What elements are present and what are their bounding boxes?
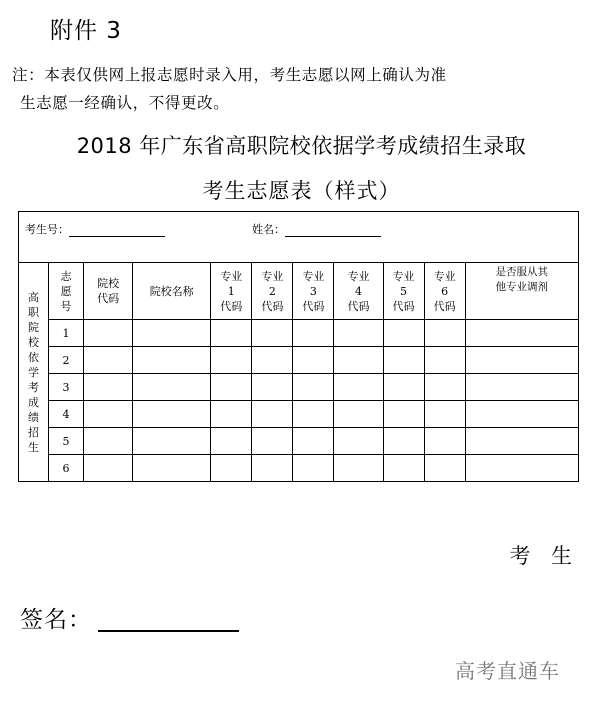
school-name-cell[interactable] <box>133 428 211 455</box>
name-label: 姓名： <box>252 223 285 236</box>
attachment-label: 附件 3 <box>50 18 122 44</box>
table-row <box>19 374 579 401</box>
adjust-header <box>465 263 578 320</box>
signature-label: 签名： <box>20 607 92 633</box>
table-row <box>19 428 579 455</box>
major-code-cell[interactable] <box>383 374 424 401</box>
major-header-text: 代码 <box>433 299 456 313</box>
school-code-header-text: 代码 <box>97 292 120 305</box>
major-code-cell[interactable] <box>383 428 424 455</box>
major-header-text: 专业 <box>261 269 284 283</box>
school-name-cell[interactable] <box>133 401 211 428</box>
major-code-cell[interactable] <box>293 401 334 428</box>
form-title-line-2: 考生志愿表（样式） <box>202 179 401 203</box>
exam-no-label: 考生号： <box>25 223 69 236</box>
major-header-text: 专业 <box>302 269 325 283</box>
category-char: 高 <box>28 290 40 304</box>
choice-no-header-text: 志 <box>60 269 72 283</box>
category-char: 考 <box>28 380 40 394</box>
major-code-cell[interactable] <box>424 374 465 401</box>
major-code-cell[interactable] <box>252 401 293 428</box>
major-code-cell[interactable] <box>424 401 465 428</box>
table-row <box>19 455 579 482</box>
school-name-cell[interactable] <box>133 347 211 374</box>
school-code-cell[interactable] <box>84 374 133 401</box>
major-code-cell[interactable] <box>252 347 293 374</box>
signature-line[interactable] <box>98 630 239 632</box>
adjust-cell[interactable] <box>465 347 578 374</box>
category-char: 绩 <box>28 410 40 424</box>
major-header-text: 5 <box>400 284 408 298</box>
category-label <box>19 263 49 482</box>
major-code-cell[interactable] <box>424 428 465 455</box>
adjust-cell[interactable] <box>465 428 578 455</box>
row-number: 3 <box>49 374 84 401</box>
school-code-cell[interactable] <box>84 428 133 455</box>
category-char: 依 <box>28 350 40 364</box>
major-6-header <box>424 263 465 320</box>
school-name-cell[interactable] <box>133 455 211 482</box>
major-code-cell[interactable] <box>383 455 424 482</box>
major-code-cell[interactable] <box>211 347 252 374</box>
major-header-text: 专业 <box>347 269 370 283</box>
table-row <box>19 401 579 428</box>
major-code-cell[interactable] <box>252 374 293 401</box>
school-name-cell[interactable] <box>133 374 211 401</box>
school-code-cell[interactable] <box>84 455 133 482</box>
major-header-text: 4 <box>354 284 362 298</box>
exam-no-field[interactable] <box>69 224 165 237</box>
major-code-cell[interactable] <box>252 428 293 455</box>
major-header-text: 1 <box>227 284 235 298</box>
major-code-cell[interactable] <box>383 401 424 428</box>
major-header-text: 6 <box>441 284 449 298</box>
form-title-line-1: 2018 年广东省高职院校依据学考成绩招生录取 <box>76 134 527 158</box>
major-code-cell[interactable] <box>293 347 334 374</box>
row-number: 5 <box>49 428 84 455</box>
row-number: 6 <box>49 455 84 482</box>
major-header-text: 3 <box>309 284 317 298</box>
major-code-cell[interactable] <box>252 320 293 347</box>
school-code-header <box>84 263 133 320</box>
school-code-cell[interactable] <box>84 347 133 374</box>
major-2-header <box>252 263 293 320</box>
major-1-header <box>211 263 252 320</box>
major-header-text: 2 <box>268 284 276 298</box>
major-code-cell[interactable] <box>424 320 465 347</box>
major-code-cell[interactable] <box>293 455 334 482</box>
major-code-cell[interactable] <box>383 347 424 374</box>
adjust-header-text: 他专业调剂 <box>495 281 549 293</box>
major-code-cell[interactable] <box>252 455 293 482</box>
major-code-cell[interactable] <box>293 374 334 401</box>
major-code-cell[interactable] <box>334 428 383 455</box>
category-char: 成 <box>28 395 40 409</box>
category-char: 院 <box>28 320 40 334</box>
category-char: 生 <box>28 440 40 454</box>
school-name-header: 院校名称 <box>133 263 211 320</box>
school-name-cell[interactable] <box>133 320 211 347</box>
major-code-cell[interactable] <box>334 374 383 401</box>
adjust-cell[interactable] <box>465 320 578 347</box>
major-code-cell[interactable] <box>334 401 383 428</box>
major-code-cell[interactable] <box>293 320 334 347</box>
row-number: 4 <box>49 401 84 428</box>
category-char: 职 <box>28 305 40 319</box>
category-char: 学 <box>28 365 40 379</box>
major-code-cell[interactable] <box>334 320 383 347</box>
adjust-cell[interactable] <box>465 455 578 482</box>
row-number: 2 <box>49 347 84 374</box>
major-code-cell[interactable] <box>424 347 465 374</box>
major-5-header <box>383 263 424 320</box>
major-header-text: 专业 <box>392 269 415 283</box>
school-code-cell[interactable] <box>84 401 133 428</box>
name-field[interactable] <box>285 224 381 237</box>
major-header-text: 代码 <box>392 299 415 313</box>
note-line-2: 生志愿一经确认，不得更改。 <box>20 94 230 112</box>
table-row <box>19 320 579 347</box>
note-line-1: 注：本表仅供网上报志愿时录入用，考生志愿以网上确认为准 <box>12 66 447 84</box>
category-char: 校 <box>28 335 40 349</box>
choice-no-header-text: 愿 <box>60 284 72 298</box>
table-row <box>19 347 579 374</box>
major-header-text: 代码 <box>261 299 284 313</box>
major-code-cell[interactable] <box>334 455 383 482</box>
major-header-text: 代码 <box>302 299 325 313</box>
major-code-cell[interactable] <box>211 374 252 401</box>
candidate-info-row <box>19 212 579 263</box>
choice-no-header-text: 号 <box>60 299 72 313</box>
major-code-cell[interactable] <box>383 320 424 347</box>
major-code-cell[interactable] <box>211 401 252 428</box>
row-number: 1 <box>49 320 84 347</box>
major-header-text: 专业 <box>433 269 456 283</box>
major-3-header <box>293 263 334 320</box>
major-header-text: 专业 <box>220 269 243 283</box>
adjust-cell[interactable] <box>465 401 578 428</box>
major-code-cell[interactable] <box>334 347 383 374</box>
major-code-cell[interactable] <box>211 455 252 482</box>
major-header-text: 代码 <box>347 299 370 313</box>
choice-no-header <box>49 263 84 320</box>
major-code-cell[interactable] <box>424 455 465 482</box>
major-code-cell[interactable] <box>211 320 252 347</box>
adjust-cell[interactable] <box>465 374 578 401</box>
watermark: 高考直通车 <box>455 659 560 683</box>
category-char: 招 <box>28 425 40 439</box>
school-code-cell[interactable] <box>84 320 133 347</box>
application-form-table <box>18 211 579 482</box>
major-code-cell[interactable] <box>211 428 252 455</box>
candidate-word: 考 生 <box>509 544 579 568</box>
major-4-header <box>334 263 383 320</box>
major-code-cell[interactable] <box>293 428 334 455</box>
school-code-header-text: 院校 <box>97 277 120 290</box>
major-header-text: 代码 <box>220 299 243 313</box>
adjust-header-text: 是否服从其 <box>495 266 549 278</box>
